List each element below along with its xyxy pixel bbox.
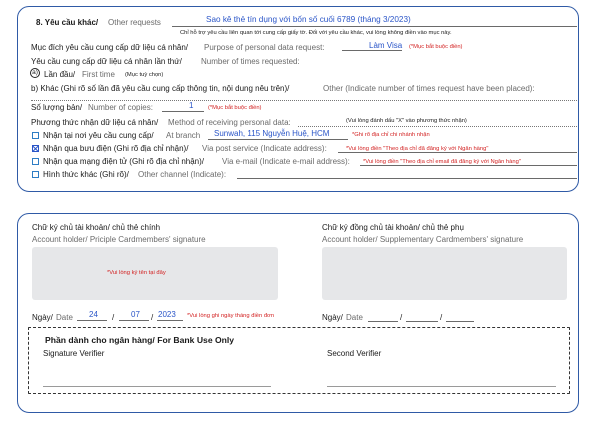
supp-date-day-line (368, 321, 398, 322)
supp-date-month-line (406, 321, 438, 322)
times-label-en: Number of times requested: (201, 57, 300, 66)
primary-date-sep2: / (151, 313, 154, 322)
method-post-checkbox[interactable] (32, 145, 39, 152)
purpose-value[interactable]: Làm Visa (369, 41, 403, 50)
option-b-label: b) Khác (Ghi rõ số lần đã yêu cầu cung cấp thông tin, nội dung nêu trên)/ (31, 84, 290, 93)
purpose-required: (*Mục bắt buộc điền) (409, 44, 463, 50)
method-branch-note: *Ghi rõ địa chỉ chi nhánh nhận (352, 132, 430, 138)
copies-label-en: Number of copies: (88, 103, 153, 112)
purpose-line (342, 50, 402, 51)
method-branch-label-en: At branch (166, 131, 201, 140)
signature-verifier-label: Signature Verifier (43, 349, 105, 358)
method-line (298, 126, 577, 127)
primary-signature-hint-text: *Vui lòng ký tên tại đây (107, 270, 166, 276)
method-branch-value[interactable]: Sunwah, 115 Nguyễn Huệ, HCM (214, 129, 330, 138)
supp-signature-label-en: Account holder/ Supplementary Cardmembers' signature (322, 235, 524, 244)
method-post-label: Nhận qua bưu điện (Ghi rõ địa chỉ nhận)/ (43, 144, 189, 153)
primary-date-label: Ngày/ (32, 313, 53, 322)
times-label: Yêu cầu cung cấp dữ liệu cá nhân lần thứ/ (31, 57, 182, 66)
primary-date-hint: *Vui lòng ghi ngày tháng điền đơn (187, 313, 275, 319)
supp-date-sep2: / (440, 313, 443, 322)
primary-date-sep1: / (112, 313, 115, 322)
primary-date-month[interactable]: 07 (131, 310, 140, 319)
method-email-label: Nhận qua mạng điện tử (Ghi rõ địa chỉ nhận)/ (43, 157, 205, 166)
method-email-line (360, 165, 577, 166)
primary-signature-label-en: Account holder/ Priciple Cardmembers' signature (32, 235, 206, 244)
second-verifier-label: Second Verifier (327, 349, 382, 358)
signature-verifier-line (43, 386, 271, 387)
primary-date-day[interactable]: 24 (89, 310, 98, 319)
copies-line (162, 111, 204, 112)
supp-date-label: Ngày/ (322, 313, 343, 322)
method-hint: (Vui lòng đánh dấu "X" vào phương thức nhận) (346, 118, 467, 124)
method-email-note: *Vui lòng điền "Theo địa chỉ email đã đăng ký với Ngân hàng" (363, 159, 521, 165)
section-title: 8. Yêu cầu khác/ (36, 18, 99, 27)
option-a-label-en: First time (82, 70, 115, 79)
purpose-label: Mục đích yêu cầu cung cấp dữ liệu cá nhân/ (31, 43, 189, 52)
primary-date-year-line (157, 320, 183, 321)
method-branch-checkbox[interactable] (32, 132, 39, 139)
method-email-checkbox[interactable] (32, 158, 39, 165)
supp-date-sep1: / (400, 313, 403, 322)
supp-date-label-en: Date (346, 313, 363, 322)
primary-date-day-line (77, 320, 107, 321)
method-label: Phương thức nhận dữ liệu cá nhân/ (31, 118, 159, 127)
copies-label: Số lượng bản/ (31, 103, 83, 112)
supp-signature-label: Chữ ký đồng chủ tài khoản/ chủ thẻ phụ (322, 223, 464, 232)
supp-signature-box[interactable] (322, 247, 567, 300)
section-note: Chỉ hỗ trợ yêu cầu liên quan tới cung cấp giấy tờ. Đối với yêu cầu khác, vui lòng không điền vào mục này. (180, 30, 452, 36)
primary-signature-hint (107, 270, 166, 276)
option-a-hint: (Mục tuỳ chọn) (125, 72, 164, 78)
statement-request-value[interactable]: Sao kê thẻ tín dụng với bốn số cuối 6789 (tháng 3/2023) (206, 15, 411, 24)
option-a-selected-mark[interactable]: a) (30, 68, 40, 78)
method-email-label-en: Via e-mail (Indicate e-mail address): (222, 157, 350, 166)
purpose-label-en: Purpose of personal data request: (204, 43, 325, 52)
method-branch-line (208, 139, 348, 140)
copies-required: (*Mục bắt buộc điền) (208, 105, 262, 111)
method-other-label-en: Other channel (Indicate): (138, 170, 227, 179)
method-other-label: Hình thức khác (Ghi rõ)/ (43, 170, 129, 179)
statement-request-line (172, 26, 577, 27)
second-verifier-line (327, 386, 556, 387)
method-other-line (237, 178, 577, 179)
method-label-en: Method of receiving personal data: (168, 118, 291, 127)
copies-value[interactable]: 1 (189, 101, 194, 110)
method-other-checkbox[interactable] (32, 171, 39, 178)
section-title-en: Other requests (108, 18, 161, 27)
method-post-note: *Vui lòng điền "Theo địa chỉ đã đăng ký với Ngân hàng" (346, 146, 489, 152)
option-a-label: Lần đầu/ (44, 70, 76, 79)
option-b-line (31, 100, 577, 101)
option-b-label-en: Other (Indicate number of times request have been placed): (323, 84, 535, 93)
bank-use-title: Phần dành cho ngân hàng/ For Bank Use Only (45, 335, 235, 345)
supp-date-year-line (446, 321, 474, 322)
primary-date-year[interactable]: 2023 (158, 310, 176, 319)
method-branch-label: Nhận tại nơi yêu cầu cung cấp/ (43, 131, 154, 140)
method-post-line (338, 152, 577, 153)
primary-date-label-en: Date (56, 313, 73, 322)
primary-signature-label: Chữ ký chủ tài khoản/ chủ thẻ chính (32, 223, 161, 232)
method-post-label-en: Via post service (Indicate address): (202, 144, 327, 153)
primary-date-month-line (119, 320, 149, 321)
